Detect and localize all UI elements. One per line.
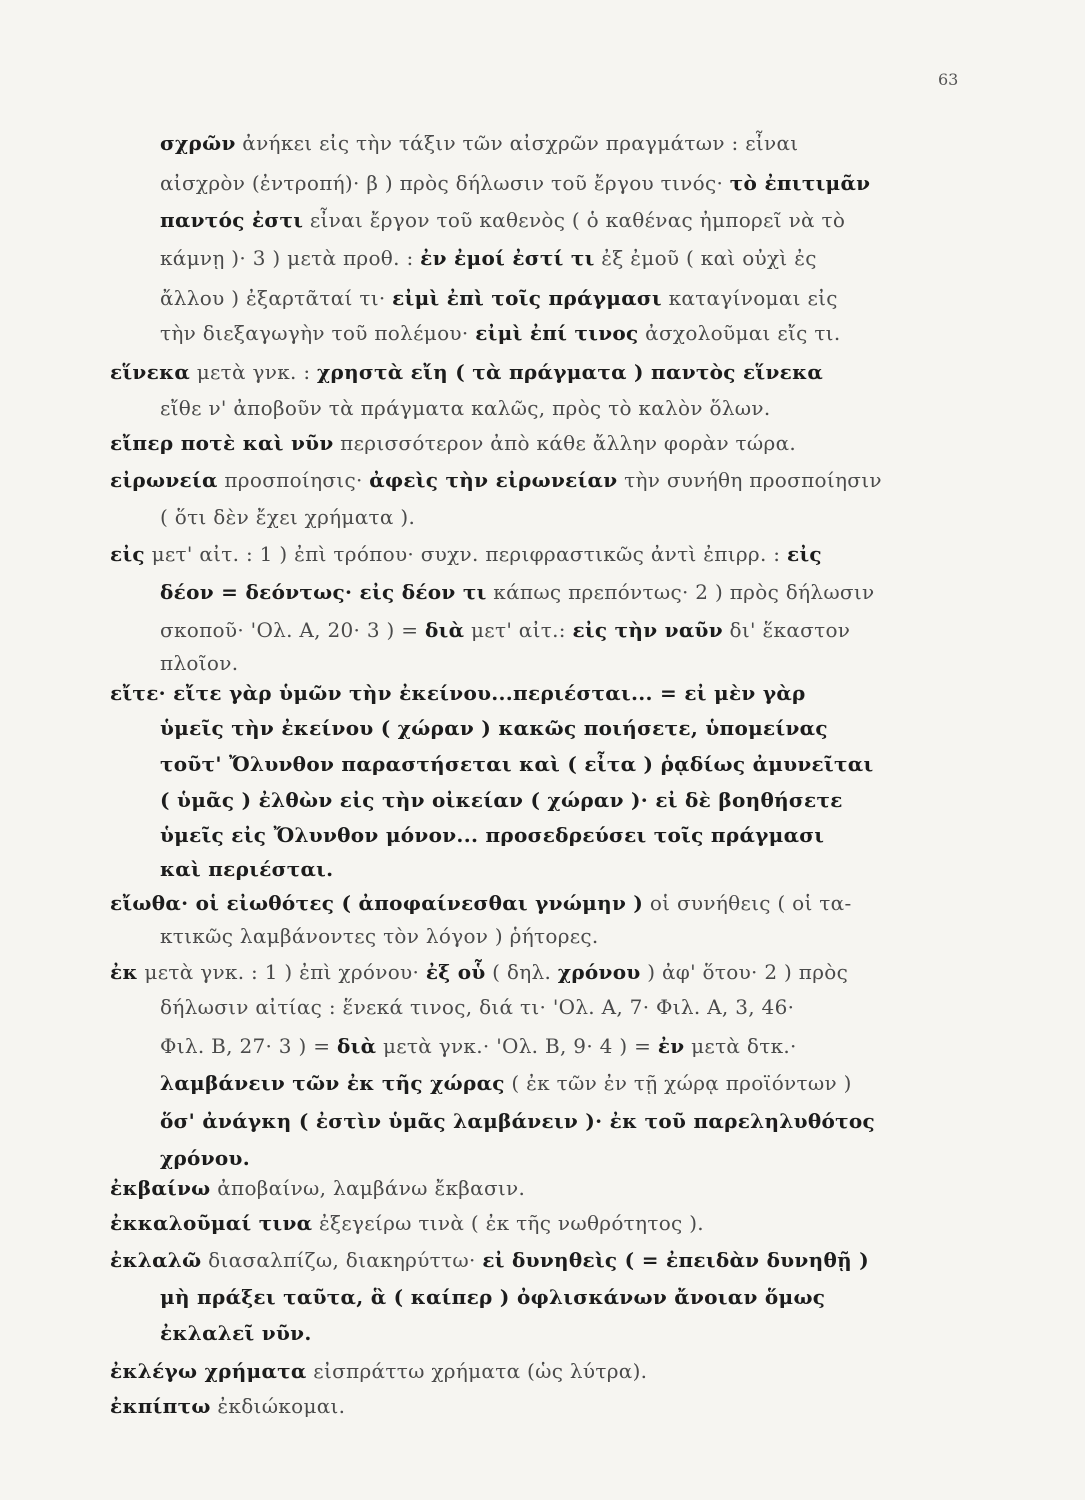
text-line xyxy=(160,577,875,607)
definition-text: ἐξεγείρω τινὰ ( ἐκ τῆς νωθρότητος ). xyxy=(312,1211,704,1235)
definition-text: μετὰ γνκ. : 1 ) ἐπὶ χρόνου· xyxy=(137,960,426,984)
definition-text: μετ' αἰτ. : 1 ) ἐπὶ τρόπου· συχν. περιφραστικῶς ἀντὶ ἐπιρρ. : xyxy=(144,542,787,566)
headword-text: εἰ δυνηθεὶς ( = ἐπειδὰν δυνηθῇ ) xyxy=(482,1248,869,1272)
headword-text: ἐκβαίνω xyxy=(110,1176,211,1200)
headword-text: ὑμεῖς τὴν ἐκείνου ( χώραν ) κακῶς ποιήσετε, ὑπομείνας xyxy=(160,716,828,740)
text-line xyxy=(110,888,852,918)
headword-text: εἴπερ ποτὲ καὶ νῦν xyxy=(110,431,334,455)
headword-text: εἴτε· εἴτε γὰρ ὑμῶν τὴν ἐκείνου...περιέσται... = εἰ μὲν γὰρ xyxy=(110,681,806,705)
text-line xyxy=(160,1143,250,1173)
text-line xyxy=(160,921,599,951)
definition-text: διασαλπίζω, διακηρύττω· xyxy=(201,1248,483,1272)
headword-text: χρόνου. xyxy=(160,1146,250,1170)
definition-text: περισσότερον ἀπὸ κάθε ἄλλην φορὰν τώρα. xyxy=(333,431,797,455)
headword-text: ὑμεῖς εἰς Ὄλυνθον μόνον... προσεδρεύσει τοῖς πράγμασι xyxy=(160,823,825,847)
headword-text: εἰμὶ ἐπί τινος xyxy=(475,321,639,345)
definition-text: μετὰ γνκ. : xyxy=(190,360,318,384)
headword-text: ἐν xyxy=(657,1034,685,1058)
headword-text: ἐκ xyxy=(110,960,138,984)
headword-text: εἰς xyxy=(110,542,145,566)
definition-text: μετὰ γνκ.· 'Ολ. Β, 9· 4 ) = xyxy=(376,1034,658,1058)
text-line xyxy=(110,1356,647,1386)
definition-text: Φιλ. Β, 27· 3 ) = xyxy=(160,1034,337,1058)
headword-text: τοῦτ' Ὄλυνθον παραστήσεται καὶ ( εἶτα ) ῥᾳδίως ἀμυνεῖται xyxy=(160,752,874,776)
text-line xyxy=(160,749,873,779)
text-line xyxy=(110,539,822,569)
definition-text: δι' ἕκαστον xyxy=(722,618,851,642)
definition-text: ἀνήκει εἰς τὴν τάξιν τῶν αἰσχρῶν πραγμάτων : εἶναι xyxy=(235,131,799,155)
text-line xyxy=(160,1031,797,1061)
definition-text: τὴν συνήθη προσποίησιν xyxy=(617,468,882,492)
headword-text: ( ὑμᾶς ) ἐλθὼν εἰς τὴν οἰκείαν ( χώραν )· εἰ δὲ βοηθήσετε xyxy=(160,788,843,812)
headword-text: ὅσ' ἀνάγκη ( ἐστὶν ὑμᾶς λαμβάνειν )· ἐκ τοῦ παρεληλυθότος xyxy=(160,1109,875,1133)
headword-text: σχρῶν xyxy=(160,131,236,155)
text-line xyxy=(110,1391,345,1421)
definition-text: εἰσπράττω χρήματα (ὡς λύτρα). xyxy=(306,1359,648,1383)
headword-text: ἐκκαλοῦμαί τινα xyxy=(110,1211,313,1235)
text-line xyxy=(160,820,824,850)
text-line xyxy=(160,1318,312,1348)
definition-text: ἀσχολοῦμαι εἴς τι. xyxy=(638,321,841,345)
headword-text: χρόνου xyxy=(557,960,641,984)
text-line xyxy=(110,678,806,708)
headword-text: ἀφεὶς τὴν εἰρωνείαν xyxy=(369,468,618,492)
headword-text: εἰς τὴν ναῦν xyxy=(572,618,723,642)
definition-text: ἀποβαίνω, λαμβάνω ἔκβασιν. xyxy=(210,1176,526,1200)
text-line xyxy=(110,1208,704,1238)
definition-text: ἐξ ἐμοῦ ( καὶ οὐχὶ ἐς xyxy=(594,246,817,270)
text-line xyxy=(160,1068,852,1098)
headword-text: εἴωθα· οἱ εἰωθότες ( ἀποφαίνεσθαι γνώμην ) xyxy=(110,891,644,915)
definition-text: καταγίνομαι εἰς xyxy=(661,286,838,310)
text-line xyxy=(110,465,882,495)
definition-text: τὴν διεξαγωγὴν τοῦ πολέμου· xyxy=(160,321,476,345)
definition-text: εἶναι ἔργον τοῦ καθενὸς ( ὁ καθένας ἠμπορεῖ νὰ τὸ xyxy=(303,208,846,232)
text-line xyxy=(160,318,840,348)
definition-text: μετὰ δτκ.· xyxy=(684,1034,797,1058)
headword-text: εἰς xyxy=(787,542,822,566)
text-line xyxy=(160,128,798,158)
text-line xyxy=(110,1173,525,1203)
definition-text: ἄλλου ) ἐξαρτᾶταί τι· xyxy=(160,286,393,310)
text-line xyxy=(160,648,238,678)
definition-text: ( ἐκ τῶν ἐν τῇ χώρᾳ προϊόντων ) xyxy=(504,1071,852,1095)
text-line xyxy=(160,205,845,235)
headword-text: ἐκλαλεῖ νῦν. xyxy=(160,1321,312,1345)
definition-text: ) ἀφ' ὅτου· 2 ) πρὸς xyxy=(640,960,849,984)
text-line xyxy=(110,957,848,987)
text-line xyxy=(160,615,850,645)
headword-text: χρηστὰ εἴη ( τὰ πράγματα ) παντὸς εἵνεκα xyxy=(317,360,824,384)
headword-text: ἐκλέγω χρήματα xyxy=(110,1359,307,1383)
definition-text: αἰσχρὸν (ἐντροπή)· β ) πρὸς δήλωσιν τοῦ ἔργου τινός· xyxy=(160,171,730,195)
text-line xyxy=(110,1245,869,1275)
definition-text: ( δηλ. xyxy=(485,960,558,984)
headword-text: καὶ περιέσται. xyxy=(160,857,334,881)
definition-text: δήλωσιν αἰτίας : ἕνεκά τινος, διά τι· 'Ολ. Α, 7· Φιλ. Α, 3, 46· xyxy=(160,995,795,1019)
headword-text: λαμβάνειν τῶν ἐκ τῆς χώρας xyxy=(160,1071,505,1095)
headword-text: διὰ xyxy=(425,618,465,642)
definition-text: σκοποῦ· 'Ολ. Α, 20· 3 ) = xyxy=(160,618,426,642)
headword-text: τὸ ἐπιτιμᾶν xyxy=(729,171,871,195)
text-line xyxy=(160,854,333,884)
definition-text: ( ὅτι δὲν ἔχει χρήματα ). xyxy=(160,505,416,529)
headword-text: εἰμὶ ἐπὶ τοῖς πράγμασι xyxy=(392,286,662,310)
text-line xyxy=(160,283,838,313)
page-number: 63 xyxy=(938,70,959,89)
headword-text: εἵνεκα xyxy=(110,360,191,384)
definition-text: μετ' αἰτ.: xyxy=(464,618,573,642)
text-line xyxy=(160,168,870,198)
headword-text: ἐκπίπτω xyxy=(110,1394,211,1418)
text-line xyxy=(160,785,843,815)
definition-text: κτικῶς λαμβάνοντες τὸν λόγον ) ῥήτορες. xyxy=(160,924,599,948)
text-line xyxy=(160,243,817,273)
text-line xyxy=(160,502,415,532)
headword-text: παντός ἐστι xyxy=(160,208,304,232)
text-line xyxy=(110,428,796,458)
definition-text: οἱ συνήθεις ( οἱ τα- xyxy=(643,891,852,915)
headword-text: διὰ xyxy=(336,1034,377,1058)
headword-text: μὴ πράξει ταῦτα, ἃ ( καίπερ ) ὀφλισκάνων ἄνοιαν ὅμως xyxy=(160,1285,826,1309)
headword-text: ἐξ οὗ xyxy=(425,960,486,984)
headword-text: εἰρωνεία xyxy=(110,468,218,492)
definition-text: κάμνῃ )· 3 ) μετὰ προθ. : xyxy=(160,246,421,270)
definition-text: κάπως πρεπόντως· 2 ) πρὸς δήλωσιν xyxy=(486,580,875,604)
definition-text: πλοῖον. xyxy=(160,651,239,675)
headword-text: ἐν ἐμοί ἐστί τι xyxy=(420,246,595,270)
definition-text: προσποίησις· xyxy=(217,468,370,492)
definition-text: ἐκδιώκομαι. xyxy=(210,1394,346,1418)
text-line xyxy=(160,1282,825,1312)
definition-text: εἴθε ν' ἀποβοῦν τὰ πράγματα καλῶς, πρὸς τὸ καλὸν ὅλων. xyxy=(160,396,771,420)
text-line xyxy=(160,992,794,1022)
headword-text: δέον = δεόντως· εἰς δέον τι xyxy=(160,580,487,604)
text-line xyxy=(160,393,771,423)
text-line xyxy=(160,1106,875,1136)
text-line xyxy=(110,357,823,387)
headword-text: ἐκλαλῶ xyxy=(110,1248,202,1272)
text-line xyxy=(160,713,828,743)
